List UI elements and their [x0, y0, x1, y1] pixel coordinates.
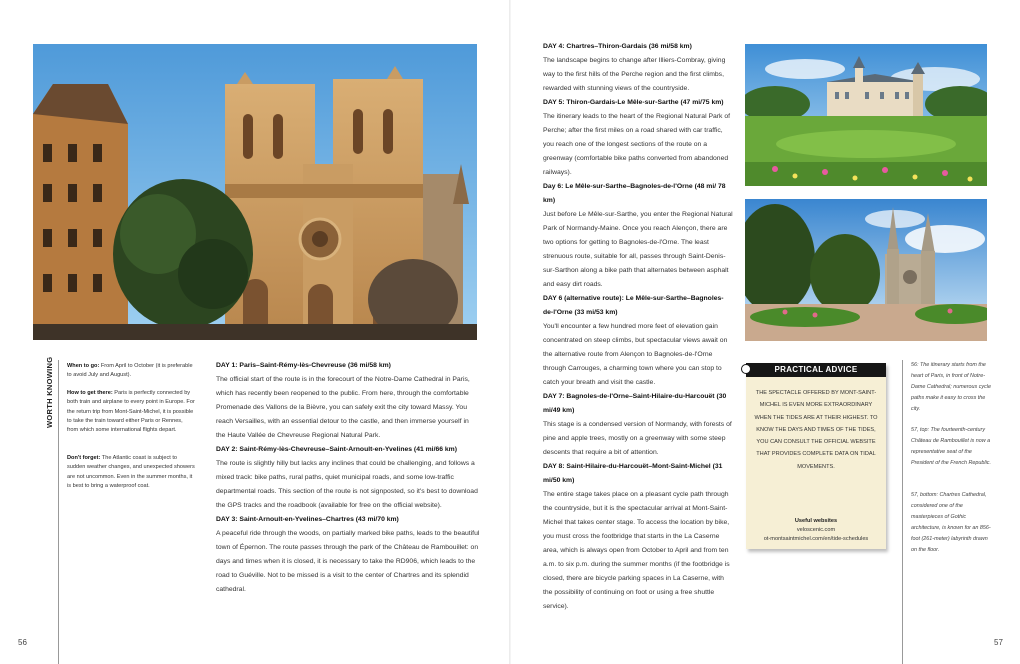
day-heading: Day 6: Le Mêle-sur-Sarthe–Bagnoles-de-l'Orne (48 mi/ 78 km) [543, 183, 726, 204]
day-paragraph: A peaceful ride through the woods, on partially marked bike paths, leads to the beautiful town of Épernon. The route passes through the park of the Château de Rambouillet: on days and times when it is closed, it is necessary to take the RD906, which leads to the road to Guéville. Not to be missed is a visit to the center of Chartres and its splendid cathedral. [216, 530, 480, 593]
left-column-rule [58, 360, 59, 664]
page-number-left: 56 [18, 638, 27, 647]
caption-57-top: 57, top: The fourteenth-century Château de Rambouillet is now a representative seat of the President of the French Republic. [911, 427, 992, 466]
day-heading: DAY 7: Bagnoles-de-l'Orne–Saint-Hilaire-du-Harcouët (30 mi/49 km) [543, 393, 727, 414]
day-heading: DAY 2: Saint-Rémy-lès-Chevreuse–Saint-Arnoult-en-Yvelines (41 mi/66 km) [216, 446, 457, 453]
how-title: How to get there: [67, 390, 113, 396]
day-paragraph: This stage is a condensed version of Normandy, with forests of pine and apple trees, mostly on a greenway with some steep descents that require a bit of attention. [543, 421, 732, 456]
day-heading: DAY 4: Chartres–Thiron-Gardais (36 mi/58 km) [543, 43, 692, 50]
worth-knowing-label: WORTH KNOWING [45, 356, 54, 428]
itinerary-column-2 [543, 40, 733, 614]
bullet-icon [741, 364, 751, 374]
caption-57-bottom: 57, bottom: Chartres Cathedral, considered one of the masterpieces of Gothic architecture, is known for an 856-foot (261-meter) labyrinth drawn on the floor. [911, 492, 991, 553]
useful-websites-title: Useful websites [794, 518, 838, 524]
practical-advice-text: THE SPECTACLE OFFERED BY MONT-SAINT-MICHEL IS EVEN MORE EXTRAORDINARY WHEN THE TIDES ARE AT THEIR HIGHEST. TO KNOW THE DAYS AND TIMES OF THE TIDES, YOU CAN CONSULT THE OFFICIAL WEBSITE THAT PROVIDES COMPLETE DATA ON TIDAL MOVEMENTS. [754, 390, 878, 470]
day-paragraph: You'll encounter a few hundred more feet of elevation gain concentrated on steep climbs, but spectacular views await on the alternative route from Alençon to Bagnoles-de-l'Orne through Carrouges, a charming town where you can stop to catch your breath and visit the castle. [543, 323, 728, 386]
website-link[interactable]: veloscenic.com [796, 527, 836, 533]
caption-56: 56: The itinerary starts from the heart of Paris, in front of Notre-Dame Cathedral; numerous cycle paths make it easy to cross the city. [911, 362, 991, 412]
worth-knowing-how [67, 389, 195, 435]
forget-title: Don't forget: [67, 455, 101, 461]
day-paragraph: The landscape begins to change after Illiers-Combray, giving way to the first hills of the Perche region and the first climbs, rewarded with stunning views of the countryside. [543, 57, 726, 92]
worth-knowing-forget [67, 454, 195, 491]
practical-advice-box [746, 363, 886, 549]
worth-knowing-when [67, 362, 195, 381]
day-heading: DAY 8: Saint-Hilaire-du-Harcouët–Mont-Saint-Michel (31 mi/50 km) [543, 463, 723, 484]
practical-advice-title: PRACTICAL ADVICE [746, 363, 886, 377]
notre-dame-photo [33, 44, 477, 340]
page-number-right: 57 [994, 638, 1003, 647]
day-paragraph: The official start of the route is in the forecourt of the Notre-Dame Cathedral in Paris, which has recently been reopened to the public. From here, through the comfortable Promenade des Vallons de la Bièvre, you can safely exit the city toward Massy. You reach Versailles, with an essential detour to the castle, and then immerse yourself in the Haute Vallée de Chevreuse Regional Natural Park. [216, 376, 470, 439]
itinerary-column-1 [216, 359, 480, 597]
caption-rule [902, 360, 903, 664]
day-paragraph: Just before Le Mêle-sur-Sarthe, you enter the Regional Natural Park of Normandy-Maine. Once you reach Alençon, there are two options for getting to Bagnoles-de-l'Orne. The least strenuous route, suitable for all, passes through Saint-Denis-sur-Sarthon along a bike path that alternates between asphalt and easy dirt roads. [543, 211, 733, 288]
how-text: Paris is perfectly connected by both train and airplane to every point in Europe. For the return trip from Mont-Saint-Michel, it is possible to take the train toward either Paris or Rennes, from which some international flights depart. [67, 390, 195, 434]
when-text: From April to October (it is preferable to avoid July and August). [67, 363, 193, 379]
when-title: When to go: [67, 363, 100, 369]
day-heading: DAY 3: Saint-Arnoult-en-Yvelines–Chartres (43 mi/70 km) [216, 516, 399, 523]
day-paragraph: The itinerary leads to the heart of the Regional Natural Park of Perche; after the first miles on a road shared with car traffic, you reach one of the longest sections of the route on a greenway (comfortable bike paths converted from abandoned railways). [543, 113, 731, 176]
page-spine [509, 0, 511, 664]
day-paragraph: The route is slightly hilly but lacks any inclines that could be challenging, and follows a mixed track: bike paths, rural paths, quiet municipal roads, and some low-traffic departmental roads. This section of the route is not signposted, so it's best to download the GPS tracks and the roadbook (available for free on the official website). [216, 460, 478, 509]
day-heading: DAY 1: Paris–Saint-Rémy-lès-Chevreuse (36 mi/58 km) [216, 362, 391, 369]
forget-text: The Atlantic coast is subject to sudden weather changes, and unexpected showers are not uncommon. Even in the summer months, it is best to bring a waterproof coat. [67, 455, 195, 489]
rambouillet-photo [745, 44, 987, 186]
website-link[interactable]: ot-montsaintmichel.com/en/tide-schedules [763, 536, 869, 542]
chartres-photo [745, 199, 987, 341]
day-heading: DAY 5: Thiron-Gardais-Le Mêle-sur-Sarthe (47 mi/75 km) [543, 99, 724, 106]
day-paragraph: The entire stage takes place on a pleasant cycle path through the countryside, but it is the spectacular arrival at Mont-Saint-Michel that takes center stage. To access the location by bike, you must cross the footbridge that starts in the La Caserne area, which is always open from October to April and from ten a.m. to six p.m. during the summer months (if the footbridge is closed, there are bicycle parking spaces in La Caserne, with the possibility of continuing on foot or using a free shuttle service). [543, 491, 730, 610]
day-heading: DAY 6 (alternative route): Le Mêle-sur-Sarthe–Bagnoles-de-l'Orne (33 mi/53 km) [543, 295, 724, 316]
